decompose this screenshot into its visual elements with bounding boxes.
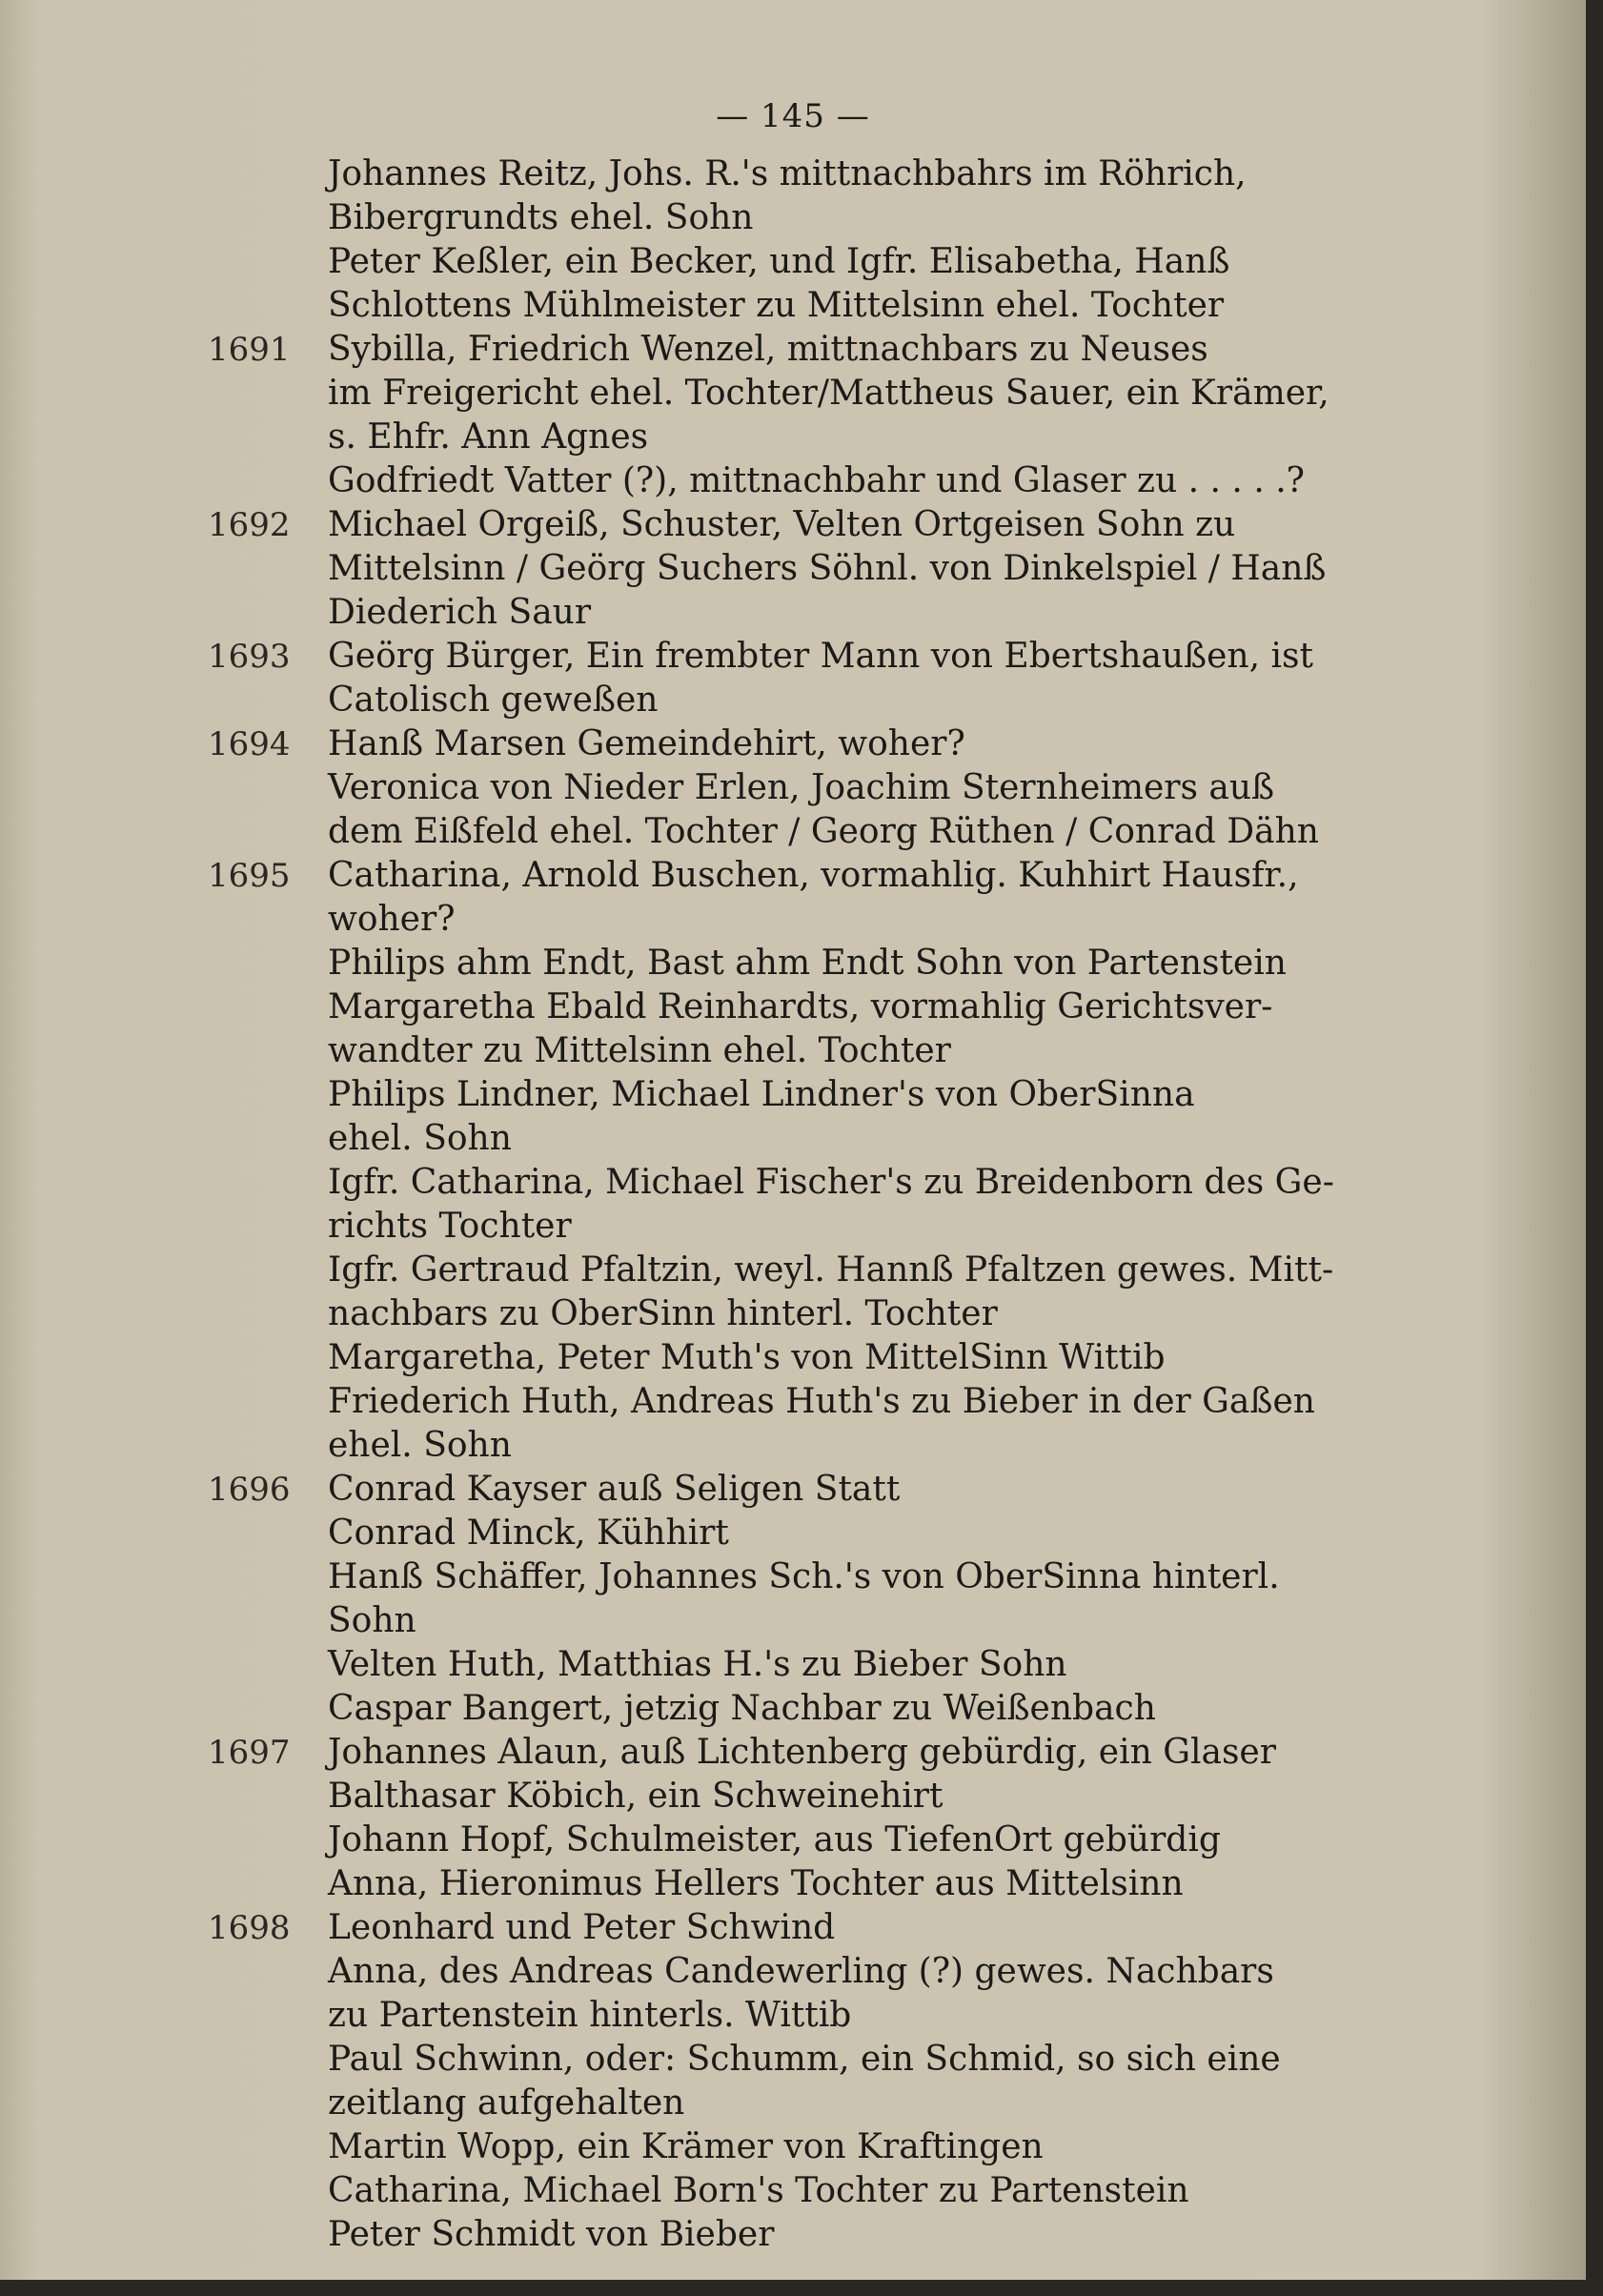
entry-text-line: wandter zu Mittelsinn ehel. Tochter xyxy=(328,1031,951,1070)
entry-text-line: Schlottens Mühlmeister zu Mittelsinn ehel. Tochter xyxy=(328,286,1225,325)
entry-text-line: Geörg Bürger, Ein frembter Mann von Ebertshaußen, ist xyxy=(328,637,1313,676)
entry-text-line: nachbars zu OberSinn hinterl. Tochter xyxy=(328,1294,998,1333)
entry-year: 1695 xyxy=(208,857,291,895)
register-entry xyxy=(0,1161,1586,1249)
register-entry xyxy=(0,1862,1586,1906)
entry-text-line: Peter Schmidt von Bieber xyxy=(328,2215,775,2254)
entry-text-line: s. Ehfr. Ann Agnes xyxy=(328,417,649,457)
register-entry xyxy=(0,2038,1586,2125)
entry-year: 1696 xyxy=(208,1471,291,1509)
entry-year: 1693 xyxy=(208,638,291,676)
entry-text-line: Paul Schwinn, oder: Schumm, ein Schmid, so sich eine xyxy=(328,2040,1281,2079)
register-entry xyxy=(0,1950,1586,2038)
register-entry xyxy=(0,722,1586,766)
entry-text-line: Diederich Saur xyxy=(328,593,592,632)
register-entries xyxy=(0,152,1586,2257)
register-entry xyxy=(0,1512,1586,1555)
entry-text-line: richts Tochter xyxy=(328,1207,572,1246)
register-entry xyxy=(0,1775,1586,1819)
register-entry xyxy=(0,942,1586,985)
entry-year: 1698 xyxy=(208,1909,291,1947)
register-entry xyxy=(0,766,1586,854)
register-entry xyxy=(0,1073,1586,1161)
register-entry xyxy=(0,2213,1586,2257)
register-entry xyxy=(0,1643,1586,1687)
entry-text-line: Anna, des Andreas Candewerling (?) gewes. Nachbars xyxy=(328,1952,1274,1991)
entry-text-line: Veronica von Nieder Erlen, Joachim Sternheimers auß xyxy=(328,768,1275,807)
page-number: — 145 — xyxy=(716,97,870,135)
entry-text-line: Johann Hopf, Schulmeister, aus TiefenOrt gebürdig xyxy=(328,1820,1221,1859)
entry-text-line: Sohn xyxy=(328,1601,416,1640)
register-entry xyxy=(0,240,1586,328)
register-entry xyxy=(0,1249,1586,1336)
register-entry xyxy=(0,459,1586,503)
entry-text-line: Michael Orgeiß, Schuster, Velten Ortgeisen Sohn zu xyxy=(328,505,1236,544)
register-entry xyxy=(0,635,1586,722)
register-entry xyxy=(0,1336,1586,1380)
entry-text-line: Philips Lindner, Michael Lindner's von OberSinna xyxy=(328,1075,1195,1114)
entry-text-line: zu Partenstein hinterls. Wittib xyxy=(328,1996,852,2035)
register-entry xyxy=(0,1819,1586,1862)
entry-text-line: Conrad Kayser auß Seligen Statt xyxy=(328,1470,901,1509)
entry-text-line: Hanß Schäffer, Johannes Sch.'s von OberSinna hinterl. xyxy=(328,1557,1280,1596)
entry-year: 1697 xyxy=(208,1734,291,1772)
entry-year: 1691 xyxy=(208,331,291,369)
entry-text-line: Bibergrundts ehel. Sohn xyxy=(328,198,754,237)
entry-text-line: Johannes Alaun, auß Lichtenberg gebürdig, ein Glaser xyxy=(328,1733,1276,1772)
entry-text-line: woher? xyxy=(328,900,456,939)
entry-text-line: Friederich Huth, Andreas Huth's zu Bieber in der Gaßen xyxy=(328,1382,1315,1421)
entry-text-line: Sybilla, Friedrich Wenzel, mittnachbars zu Neuses xyxy=(328,330,1208,369)
register-entry xyxy=(0,854,1586,942)
entry-year: 1692 xyxy=(208,506,291,544)
register-entry xyxy=(0,1731,1586,1775)
entry-text-line: Mittelsinn / Geörg Suchers Söhnl. von Dinkelspiel / Hanß xyxy=(328,549,1327,588)
entry-year: 1694 xyxy=(208,725,291,763)
entry-text-line: Godfriedt Vatter (?), mittnachbahr und Glaser zu . . . . .? xyxy=(328,461,1305,500)
entry-text-line: Hanß Marsen Gemeindehirt, woher? xyxy=(328,724,965,763)
entry-text-line: Caspar Bangert, jetzig Nachbar zu Weißenbach xyxy=(328,1689,1156,1728)
entry-text-line: Balthasar Köbich, ein Schweinehirt xyxy=(328,1777,944,1816)
entry-text-line: ehel. Sohn xyxy=(328,1426,512,1465)
register-entry xyxy=(0,2125,1586,2169)
register-entry xyxy=(0,1555,1586,1643)
entry-text-line: Catharina, Arnold Buschen, vormahlig. Kuhhirt Hausfr., xyxy=(328,856,1299,895)
entry-text-line: zeitlang aufgehalten xyxy=(328,2083,685,2123)
entry-text-line: im Freigericht ehel. Tochter/Mattheus Sauer, ein Krämer, xyxy=(328,374,1329,413)
register-entry xyxy=(0,2169,1586,2213)
register-entry xyxy=(0,1380,1586,1468)
entry-text-line: Catharina, Michael Born's Tochter zu Partenstein xyxy=(328,2171,1189,2210)
register-entry xyxy=(0,1687,1586,1731)
entry-text-line: Margaretha, Peter Muth's von MittelSinn Wittib xyxy=(328,1338,1166,1377)
entry-text-line: Margaretha Ebald Reinhardts, vormahlig Gerichtsver- xyxy=(328,987,1273,1026)
entry-text-line: Anna, Hieronimus Hellers Tochter aus Mittelsinn xyxy=(328,1864,1184,1903)
entry-text-line: Velten Huth, Matthias H.'s zu Bieber Sohn xyxy=(328,1645,1067,1684)
entry-text-line: dem Eißfeld ehel. Tochter / Georg Rüthen / Conrad Dähn xyxy=(328,812,1319,851)
entry-text-line: Catolisch geweßen xyxy=(328,681,659,720)
register-entry xyxy=(0,985,1586,1073)
register-entry xyxy=(0,152,1586,240)
register-entry xyxy=(0,1468,1586,1512)
entry-text-line: ehel. Sohn xyxy=(328,1119,512,1158)
entry-text-line: Martin Wopp, ein Krämer von Kraftingen xyxy=(328,2127,1044,2166)
entry-text-line: Conrad Minck, Kühhirt xyxy=(328,1514,729,1553)
entry-text-line: Philips ahm Endt, Bast ahm Endt Sohn von Partenstein xyxy=(328,944,1287,983)
entry-text-line: Igfr. Catharina, Michael Fischer's zu Breidenborn des Ge- xyxy=(328,1163,1334,1202)
entry-text-line: Igfr. Gertraud Pfaltzin, weyl. Hannß Pfaltzen gewes. Mitt- xyxy=(328,1250,1334,1290)
register-entry xyxy=(0,328,1586,459)
entry-text-line: Leonhard und Peter Schwind xyxy=(328,1908,836,1947)
register-entry xyxy=(0,503,1586,635)
entry-text-line: Johannes Reitz, Johs. R.'s mittnachbahrs im Röhrich, xyxy=(328,154,1247,193)
entry-text-line: Peter Keßler, ein Becker, und Igfr. Elisabetha, Hanß xyxy=(328,242,1230,281)
register-entry xyxy=(0,1906,1586,1950)
